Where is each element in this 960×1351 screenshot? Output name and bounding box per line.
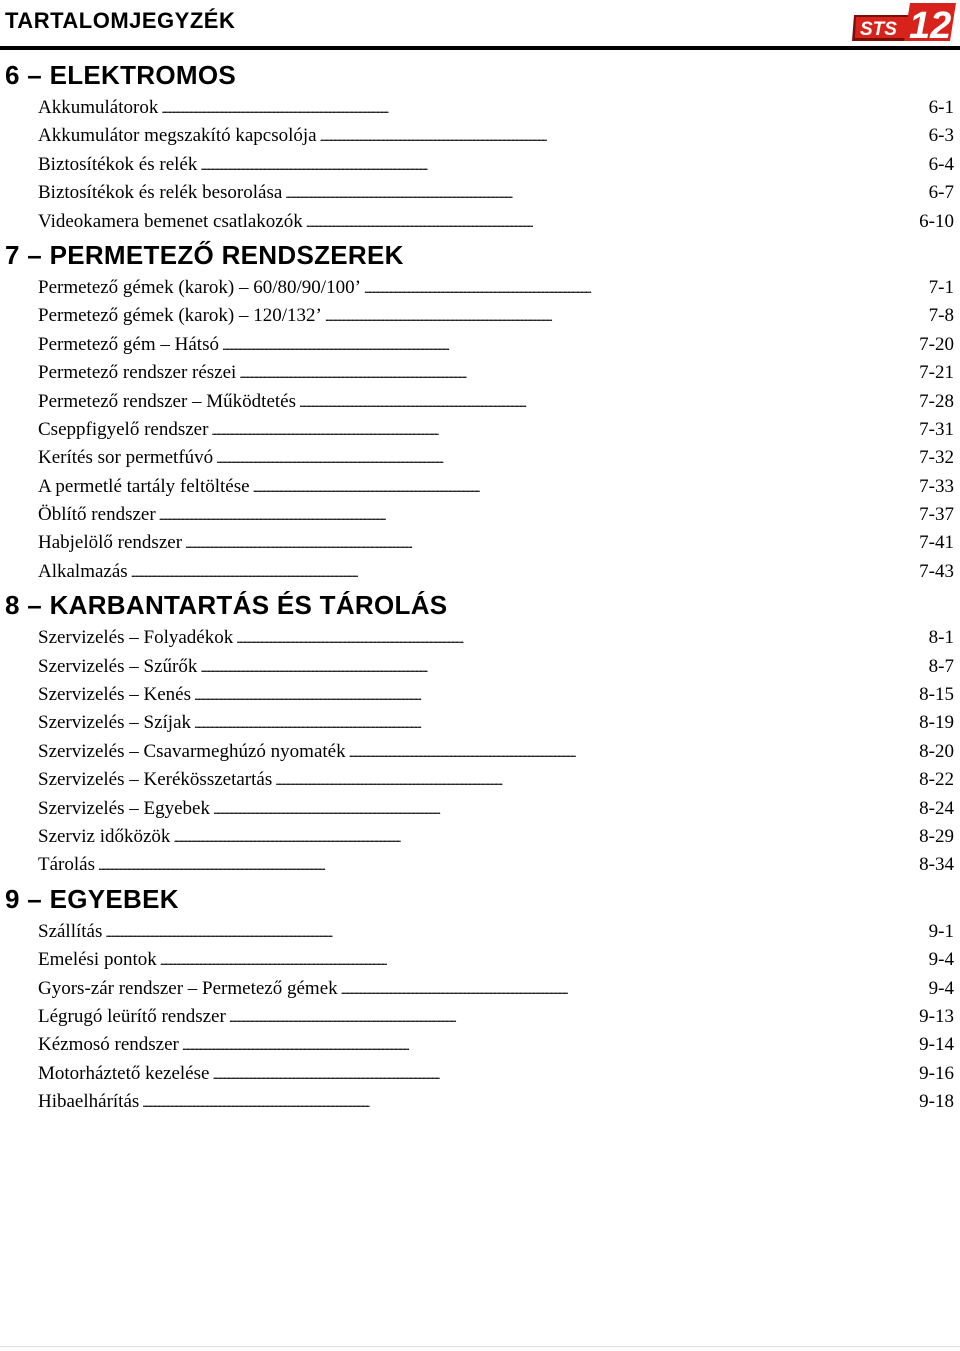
- section-title: 6 – ELEKTROMOS: [5, 60, 237, 90]
- toc-entry-label: Videokamera bemenet csatlakozók: [38, 210, 303, 232]
- dot-leader: [222, 331, 916, 360]
- toc-entry[interactable]: [0, 94, 960, 122]
- logo-text: STS: [860, 19, 897, 40]
- toc-entry[interactable]: [0, 501, 960, 529]
- toc-section: [0, 236, 960, 586]
- dot-leader: [306, 208, 916, 237]
- toc-entry[interactable]: [0, 946, 960, 974]
- toc-entry-page: 7-28: [919, 390, 954, 412]
- toc-entry[interactable]: [0, 1088, 960, 1116]
- dot-leader: [229, 1003, 916, 1032]
- toc-entry-page: 7-31: [919, 418, 954, 440]
- toc-section: [0, 56, 960, 236]
- dot-leader: [275, 766, 916, 795]
- toc-section: [0, 880, 960, 1117]
- toc-entry-page: 8-22: [919, 769, 954, 791]
- toc-entry-label: Kézmosó rendszer: [38, 1034, 179, 1056]
- toc-entry[interactable]: [0, 851, 960, 879]
- toc-entry-label: Szállítás: [38, 920, 103, 942]
- toc-entry-page: 7-32: [919, 447, 954, 469]
- toc-entry-page: 7-37: [919, 504, 954, 526]
- toc-entry-page: 6-1: [928, 97, 954, 118]
- toc-entry-page: 6-4: [928, 153, 954, 175]
- toc-entry-label: Szervizelés – Szíjak: [38, 712, 192, 734]
- dot-leader: [325, 302, 926, 331]
- toc-entry-label: Öblítő rendszer: [38, 504, 156, 526]
- dot-leader: [194, 709, 916, 738]
- toc-entry[interactable]: [0, 473, 960, 501]
- page-bottom-edge: [0, 1346, 960, 1347]
- dot-leader: [212, 1060, 916, 1089]
- sts-logo: [852, 1, 956, 43]
- toc-entry[interactable]: [0, 331, 960, 359]
- toc-entry-page: 7-33: [919, 475, 954, 497]
- toc-entry[interactable]: [0, 1003, 960, 1031]
- dot-leader: [182, 1031, 916, 1060]
- dot-leader: [98, 851, 916, 880]
- dot-leader: [159, 501, 917, 530]
- toc-entry-label: Motorháztető kezelése: [38, 1062, 210, 1084]
- dot-leader: [285, 179, 925, 208]
- toc-entry-page: 7-21: [919, 362, 954, 384]
- toc-entry-label: Gyors-zár rendszer – Permetező gémek: [38, 977, 338, 999]
- header-divider: [0, 46, 960, 50]
- dot-leader: [213, 795, 916, 824]
- toc-entry-page: 8-1: [928, 627, 954, 649]
- toc-entry-page: 7-1: [928, 276, 954, 298]
- toc-entry[interactable]: [0, 975, 960, 1003]
- toc-entry[interactable]: [0, 208, 960, 236]
- dot-leader: [194, 681, 916, 710]
- toc-entry-page: 8-7: [928, 655, 954, 677]
- dot-leader: [349, 738, 917, 767]
- toc-entry-label: Akkumulátorok: [38, 97, 159, 118]
- toc-entry[interactable]: [0, 681, 960, 709]
- toc-entry-label: Permetező gém – Hátsó: [38, 333, 219, 355]
- toc-entry-page: 8-29: [919, 825, 954, 847]
- toc-entry-page: 7-41: [919, 532, 954, 554]
- dot-leader: [105, 918, 925, 947]
- toc-entry-label: Habjelölő rendszer: [38, 532, 183, 554]
- toc-entry-label: Kerítés sor permetfúvó: [38, 447, 214, 469]
- toc-entry[interactable]: [0, 359, 960, 387]
- toc-entry-page: 8-24: [919, 797, 954, 819]
- toc-entry[interactable]: [0, 1060, 960, 1088]
- toc-entry[interactable]: [0, 766, 960, 794]
- dot-leader: [239, 359, 916, 388]
- toc-entry-page: 9-1: [928, 920, 954, 942]
- toc-entry-label: Szervizelés – Folyadékok: [38, 627, 234, 649]
- toc-entry-page: 7-8: [928, 305, 954, 327]
- dot-leader: [299, 388, 916, 417]
- toc-entry[interactable]: [0, 558, 960, 586]
- toc-entry-label: Szerviz időközök: [38, 825, 171, 847]
- toc-entry-label: Légrugó leürítő rendszer: [38, 1005, 226, 1027]
- toc-entry-page: 9-13: [919, 1005, 954, 1027]
- toc-entry-page: 7-20: [919, 333, 954, 355]
- toc-entry-label: Szervizelés – Szűrők: [38, 655, 198, 677]
- dot-leader: [253, 473, 917, 502]
- section-title: 8 – KARBANTARTÁS ÉS TÁROLÁS: [5, 590, 448, 621]
- toc-section: [0, 586, 960, 880]
- section-title: 7 – PERMETEZŐ RENDSZEREK: [5, 239, 404, 270]
- logo-number: 12: [909, 5, 952, 43]
- dot-leader: [216, 444, 916, 473]
- toc-entry-label: Permetező gémek (karok) – 60/80/90/100’: [38, 276, 361, 298]
- toc-entry[interactable]: [0, 795, 960, 823]
- toc-entry-label: Permetező rendszer – Működtetés: [38, 390, 296, 412]
- toc-entry-page: 9-14: [919, 1034, 954, 1056]
- toc-entry-label: Szervizelés – Kerékösszetartás: [38, 769, 273, 791]
- toc-entry-page: 9-4: [928, 949, 954, 971]
- toc-entry[interactable]: [0, 738, 960, 766]
- toc-entry-label: Tárolás: [38, 854, 95, 876]
- toc-entry-page: 6-3: [928, 125, 954, 147]
- dot-leader: [200, 151, 925, 180]
- toc-entry-label: Szervizelés – Egyebek: [38, 797, 210, 819]
- dot-leader: [320, 122, 926, 151]
- toc-entry-label: Szervizelés – Kenés: [38, 684, 191, 706]
- toc-entry[interactable]: [0, 416, 960, 444]
- toc-entry-label: Biztosítékok és relék besorolása: [38, 182, 283, 204]
- toc-entry-label: Cseppfigyelő rendszer: [38, 418, 209, 440]
- toc-entry-label: Permetező rendszer részei: [38, 362, 237, 384]
- table-of-contents: [0, 56, 960, 1117]
- toc-entry[interactable]: [0, 918, 960, 946]
- toc-entry[interactable]: [0, 624, 960, 652]
- toc-entry[interactable]: [0, 388, 960, 416]
- toc-entry-label: Hibaelhárítás: [38, 1091, 140, 1113]
- section-title: 9 – EGYEBEK: [5, 883, 179, 914]
- page-header: [0, 0, 960, 52]
- toc-entry-label: Permetező gémek (karok) – 120/132’: [38, 305, 322, 327]
- toc-entry[interactable]: [0, 529, 960, 557]
- toc-entry[interactable]: [0, 709, 960, 737]
- dot-leader: [161, 94, 925, 123]
- toc-entry-page: 8-34: [919, 854, 954, 876]
- toc-entry[interactable]: [0, 823, 960, 851]
- toc-entry-label: Emelési pontok: [38, 949, 157, 971]
- toc-entry[interactable]: [0, 653, 960, 681]
- toc-entry-label: Alkalmazás: [38, 560, 128, 582]
- dot-leader: [341, 975, 926, 1004]
- toc-entry-page: 9-18: [919, 1091, 954, 1113]
- dot-leader: [173, 823, 916, 852]
- toc-entry-page: 6-10: [919, 210, 954, 232]
- toc-entry-page: 8-20: [919, 740, 954, 762]
- toc-entry[interactable]: [0, 274, 960, 302]
- toc-entry-label: A permetlé tartály feltöltése: [38, 475, 250, 497]
- toc-entry-page: 8-19: [919, 712, 954, 734]
- toc-entry-page: 8-15: [919, 684, 954, 706]
- toc-entry-label: Szervizelés – Csavarmeghúzó nyomaték: [38, 740, 346, 762]
- dot-leader: [200, 653, 925, 682]
- dot-leader: [160, 946, 926, 975]
- dot-leader: [211, 416, 916, 445]
- toc-entry[interactable]: [0, 302, 960, 330]
- toc-entry[interactable]: [0, 444, 960, 472]
- toc-entry[interactable]: [0, 179, 960, 207]
- dot-leader: [185, 529, 916, 558]
- toc-entry-page: 9-4: [928, 977, 954, 999]
- toc-entry-page: 9-16: [919, 1062, 954, 1084]
- toc-entry[interactable]: [0, 1031, 960, 1059]
- dot-leader: [142, 1088, 916, 1117]
- dot-leader: [364, 274, 926, 303]
- toc-entry-label: Akkumulátor megszakító kapcsolója: [38, 125, 317, 147]
- dot-leader: [236, 624, 925, 653]
- toc-entry-page: 7-43: [919, 560, 954, 582]
- toc-entry[interactable]: [0, 122, 960, 150]
- toc-entry-label: Biztosítékok és relék: [38, 153, 198, 175]
- toc-entry-page: 6-7: [928, 182, 954, 204]
- toc-entry[interactable]: [0, 151, 960, 179]
- page-title: TARTALOMJEGYZÉK: [5, 8, 236, 33]
- dot-leader: [131, 558, 916, 587]
